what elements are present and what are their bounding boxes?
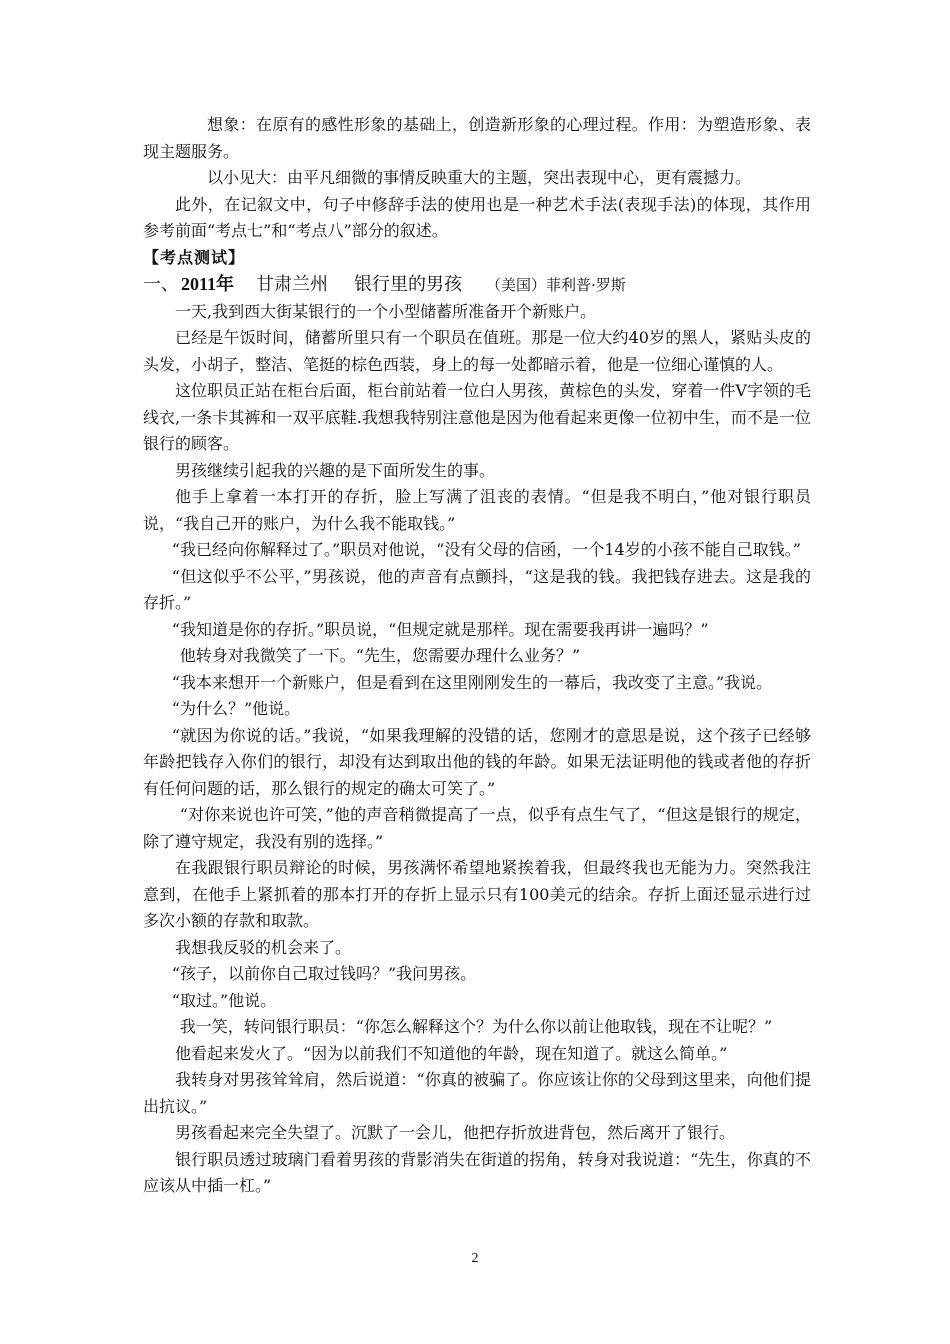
story-paragraph: 我想我反驳的机会来了。: [175, 937, 352, 957]
story-paragraph: 他转身对我微笑了一下。“先生，您需要办理什么业务？”: [179, 646, 581, 665]
article-title: 银行里的男孩: [354, 274, 463, 295]
story-paragraph: “为什么？”他说。: [171, 699, 301, 718]
article-place: 甘肃兰州: [256, 274, 329, 295]
intro-rhetoric-note: 此外，在记叙文中，句子中修辞手法的使用也是一种艺术手法(表现手法)的体现，其作用参考前面“考点七”和“考点八”部分的叙述。: [143, 194, 811, 240]
story-paragraph: 他看起来发火了。“因为以前我们不知道他的年龄，现在知道了。就这么简单。”: [175, 1043, 728, 1063]
story-paragraph: “我本来想开一个新账户，但是看到在这里刚刚发生的一幕后，我改变了主意。”我说。: [171, 672, 773, 692]
story-paragraph: “孩子，以前你自己取过钱吗？”我问男孩。: [171, 964, 477, 983]
story-paragraph: 已经是午饭时间，储蓄所里只有一个职员在值班。那是一位大约40岁的黑人，紧贴头皮的头发，小胡子，整洁、笔挺的棕色西装，身上的每一处都暗示着，他是一位细心谨慎的人。: [143, 328, 811, 374]
story-paragraph: “对你来说也许可笑，”他的声音稍微提高了一点，似乎有点生气了，“但这是银行的规定，除了遵守规定，我没有别的选择。”: [143, 805, 811, 851]
page-content: [143, 112, 811, 1200]
story-paragraph: “但这似乎不公平，”男孩说，他的声音有点颤抖，“这是我的钱。我把钱存进去。这是我的存折。”: [143, 566, 811, 612]
article-number: 一、: [143, 274, 179, 295]
intro-small-to-big: 以小见大：由平凡细微的事情反映重大的主题，突出表现中心，更有震撼力。: [207, 168, 752, 187]
story-paragraph: “取过。”他说。: [171, 990, 277, 1010]
article-year: 2011年: [181, 274, 235, 294]
story-paragraph: 一天,我到西大街某银行的一个小型储蓄所准备开个新账户。: [175, 301, 597, 321]
story-paragraph: 他手上拿着一本打开的存折，脸上写满了沮丧的表情。“但是我不明白，”他对银行职员说，“我自己开的账户，为什么我不能取钱。”: [143, 487, 811, 533]
article-title-line: [143, 271, 811, 299]
intro-imagination: 想象：在原有的感性形象的基础上，创造新形象的心理过程。作用：为塑造形象、表现主题服务。: [143, 115, 811, 161]
section-heading: 【考点测试】: [143, 247, 246, 267]
story-paragraph: “我已经向你解释过了。”职员对他说，“没有父母的信函，一个14岁的小孩不能自己取钱。”: [171, 540, 801, 559]
story-paragraph: “我知道是你的存折。”职员说，“但规定就是那样。现在需要我再讲一遍吗？”: [171, 619, 709, 639]
page-number: 2: [471, 1251, 479, 1266]
story-paragraph: 我转身对男孩耸耸肩，然后说道：“你真的被骗了。你应该让你的父母到这里来，向他们提出抗议。”: [143, 1070, 811, 1116]
story-paragraph: 男孩继续引起我的兴趣的是下面所发生的事。: [175, 460, 496, 480]
story-paragraph: 这位职员正站在柜台后面，柜台前站着一位白人男孩，黄棕色的头发，穿着一件V字领的毛线衣,一条卡其裤和一双平底鞋.我想我特别注意他是因为他看起来更像一位初中生，而不是一位银行的顾客。: [143, 381, 811, 453]
story-paragraph: 我一笑，转问银行职员：“你怎么解释这个？为什么你以前让他取钱，现在不让呢？”: [179, 1017, 773, 1036]
story-paragraph: 男孩看起来完全失望了。沉默了一会儿，他把存折放进背包，然后离开了银行。: [175, 1123, 736, 1142]
story-paragraph: 在我跟银行职员辩论的时候，男孩满怀希望地紧挨着我，但最终我也无能为力。突然我注意到，在他手上紧抓着的那本打开的存折上显示只有100美元的结余。存折上面还显示进行过多次小额的存款和取款。: [143, 858, 811, 930]
story-paragraph: 银行职员透过玻璃门看着男孩的背影消失在街道的拐角，转身对我说道：“先生，你真的不应该从中插一杠。”: [143, 1149, 811, 1195]
article-author: （美国）菲利普·罗斯: [486, 276, 626, 294]
story-paragraph: “就因为你说的话。”我说，“如果我理解的没错的话，您刚才的意思是说，这个孩子已经够年龄把钱存入你们的银行，却没有达到取出他的钱的年龄。如果无法证明他的钱或者他的存折有任何问题的话，那么银行的规定的确太可笑了。”: [143, 725, 811, 798]
